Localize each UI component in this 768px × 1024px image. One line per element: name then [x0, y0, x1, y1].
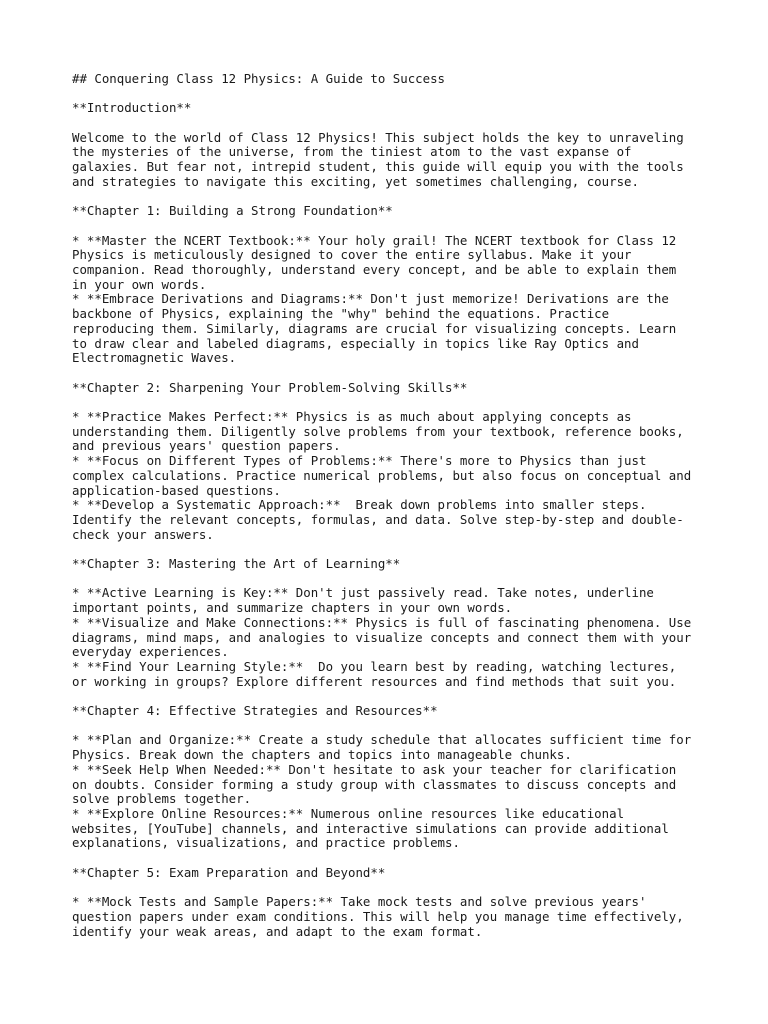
list-item-line: * **Explore Online Resources:** Numerous online resources like educational	[72, 806, 625, 821]
list-item-line: * **Active Learning is Key:** Don't just passively read. Take notes, underline	[72, 585, 654, 601]
text-line: complex calculations. Practice numerical problems, but also focus on conceptual and	[72, 467, 692, 483]
list-item-line: * **Focus on Different Types of Problems:** There's more to Physics than just	[72, 453, 647, 469]
text-line: Identify the relevant concepts, formulas, and data. Solve step-by-step and double-	[72, 512, 684, 527]
document-page	[72, 72, 712, 939]
text-line: backbone of Physics, explaining the "why" behind the equations. Practice	[72, 306, 610, 322]
chapter-2-list	[72, 410, 712, 542]
text-line: reproducing them. Similarly, diagrams are crucial for visualizing concepts. Learn	[72, 320, 677, 336]
text-line: websites, [YouTube] channels, and interactive simulations can provide additional	[72, 820, 669, 836]
text-line: on doubts. Consider forming a study group with classmates to discuss concepts and	[72, 776, 677, 792]
section-heading-chapter-5: **Chapter 5: Exam Preparation and Beyond**	[72, 864, 386, 880]
chapter-1-list	[72, 234, 712, 366]
list-item-line: * **Master the NCERT Textbook:** Your holy grail! The NCERT textbook for Class 12	[72, 232, 677, 248]
chapter-4-list	[72, 733, 712, 851]
text-line: and previous years' question papers.	[72, 438, 341, 454]
text-line: understanding them. Diligently solve problems from your textbook, reference books,	[72, 423, 684, 439]
section-heading-chapter-4: **Chapter 4: Effective Strategies and Resources**	[72, 703, 438, 719]
section-heading-chapter-2: **Chapter 2: Sharpening Your Problem-Solving Skills**	[72, 379, 468, 395]
section-heading-introduction: **Introduction**	[72, 100, 192, 116]
text-line: Physics. Break down the chapters and topics into manageable chunks.	[72, 747, 572, 763]
blank-line	[72, 395, 712, 410]
text-line: to draw clear and labeled diagrams, especially in topics like Ray Optics and	[72, 335, 639, 351]
blank-line	[72, 851, 712, 866]
blank-line	[72, 116, 712, 131]
blank-line	[72, 219, 712, 234]
blank-line	[72, 190, 712, 205]
section-heading-chapter-1: **Chapter 1: Building a Strong Foundation**	[72, 203, 393, 219]
blank-line	[72, 542, 712, 557]
list-item-line: * **Develop a Systematic Approach:** Break down problems into smaller steps.	[72, 497, 647, 513]
list-item-line: * **Visualize and Make Connections:** Physics is full of fascinating phenomena. Use	[72, 614, 692, 630]
list-item-line: * **Mock Tests and Sample Papers:** Take mock tests and solve previous years'	[72, 894, 647, 910]
text-line: galaxies. But fear not, intrepid student, this guide will equip you with the tools	[72, 159, 684, 175]
text-line: question papers under exam conditions. This will help you manage time effectively,	[72, 908, 684, 924]
text-line: in your own words.	[72, 276, 207, 292]
text-line: solve problems together.	[72, 791, 252, 807]
list-item-line: * **Seek Help When Needed:** Don't hesitate to ask your teacher for clarification	[72, 761, 677, 777]
introduction-paragraph	[72, 131, 712, 190]
chapter-3-list	[72, 586, 712, 689]
list-item-line: * **Practice Makes Perfect:** Physics is as much about applying concepts as	[72, 409, 632, 425]
text-line: everyday experiences.	[72, 644, 229, 660]
text-line: check your answers.	[72, 526, 214, 542]
list-item-line: * **Find Your Learning Style:** Do you learn best by reading, watching lectures,	[72, 659, 677, 674]
list-item-line: * **Embrace Derivations and Diagrams:** Don't just memorize! Derivations are the	[72, 291, 669, 307]
blank-line	[72, 719, 712, 734]
text-line: explanations, visualizations, and practice problems.	[72, 835, 460, 851]
list-item-line: * **Plan and Organize:** Create a study schedule that allocates sufficient time for	[72, 732, 692, 748]
chapter-5-list	[72, 895, 712, 939]
blank-line	[72, 572, 712, 587]
text-line: Welcome to the world of Class 12 Physics! This subject holds the key to unraveling	[72, 129, 684, 145]
blank-line	[72, 689, 712, 704]
section-heading-chapter-3: **Chapter 3: Mastering the Art of Learning**	[72, 556, 401, 572]
text-line: the mysteries of the universe, from the tiniest atom to the vast expanse of	[72, 144, 632, 160]
blank-line	[72, 87, 712, 102]
text-line: application-based questions.	[72, 482, 281, 498]
text-line: diagrams, mind maps, and analogies to visualize concepts and connect them with your	[72, 629, 692, 645]
text-line: and strategies to navigate this exciting, yet sometimes challenging, course.	[72, 173, 639, 189]
text-line: or working in groups? Explore different resources and find methods that suit you.	[72, 673, 677, 689]
text-line: Physics is meticulously designed to cover the entire syllabus. Make it your	[72, 247, 632, 263]
text-line: important points, and summarize chapters in your own words.	[72, 600, 513, 616]
blank-line	[72, 881, 712, 896]
text-line: companion. Read thoroughly, understand every concept, and be able to explain them	[72, 262, 677, 278]
document-title: ## Conquering Class 12 Physics: A Guide to Success	[72, 71, 445, 86]
text-line: Electromagnetic Waves.	[72, 350, 237, 366]
text-line: identify your weak areas, and adapt to the exam format.	[72, 923, 483, 939]
blank-line	[72, 366, 712, 381]
